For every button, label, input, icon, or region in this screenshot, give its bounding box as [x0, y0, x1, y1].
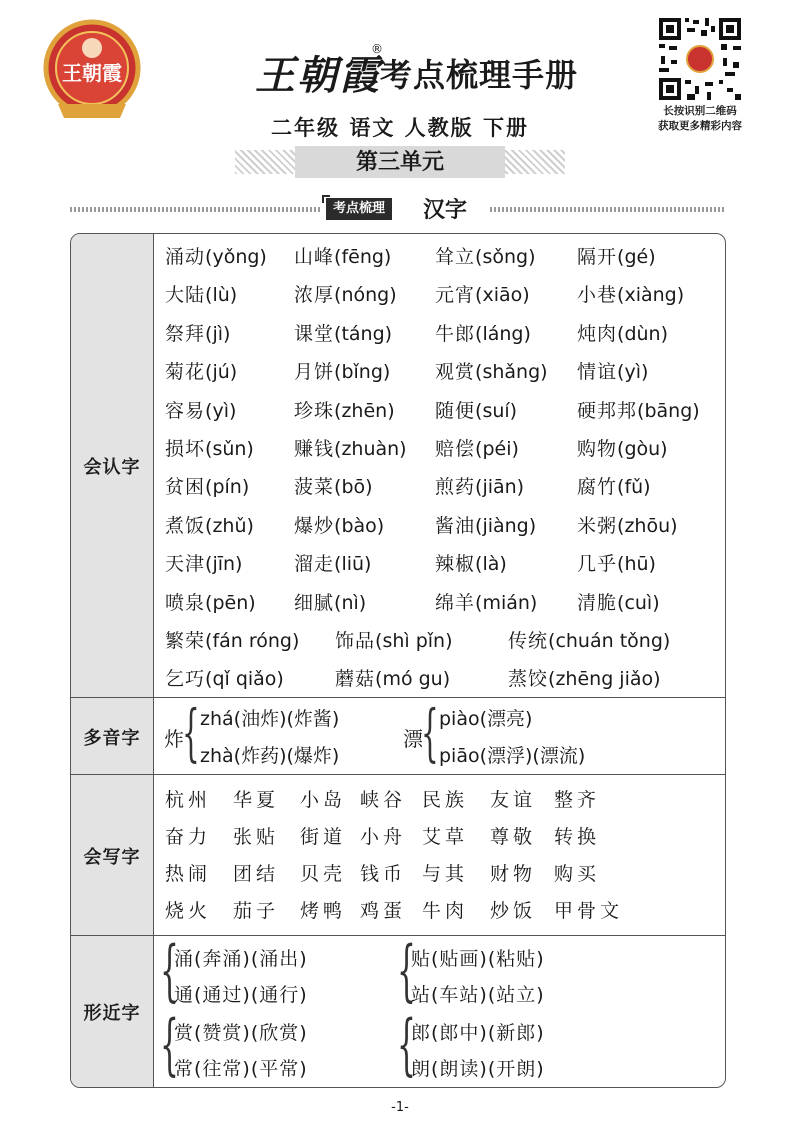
pinyin: (hū) [617, 553, 656, 576]
recognize-word [294, 549, 371, 576]
row-label: 会认字 [71, 234, 154, 697]
recognize-word [577, 319, 668, 346]
word-char: 珠 [314, 399, 335, 422]
pinyin: (jú) [205, 361, 238, 384]
word-char: 乎 [597, 553, 618, 576]
recognize-word [294, 472, 373, 499]
similar-line: 通(通过)(通行) [174, 984, 308, 1006]
word-char: 隔 [577, 246, 598, 268]
pinyin: (sǔn) [205, 438, 254, 460]
word-char: 巧 [185, 668, 206, 691]
similar-groups [154, 932, 725, 1088]
recognize-word [165, 626, 299, 653]
similar-line: 贴(贴画)(粘贴) [411, 948, 545, 970]
recognize-word [435, 472, 524, 499]
recognize-word [435, 319, 531, 346]
book-title: 考点梳理手册 [380, 56, 579, 94]
recognize-word [335, 626, 453, 653]
brace-icon: { [397, 932, 416, 1009]
brace-icon: { [182, 696, 200, 769]
word-char: 细 [294, 591, 315, 614]
write-word: 甲骨文 [554, 900, 624, 922]
write-word: 华夏 [233, 789, 280, 811]
word-char: 辣 [435, 553, 456, 576]
similar-line: 站(车站)(站立) [411, 984, 545, 1006]
pinyin: (gé) [617, 246, 656, 268]
word-char: 月 [294, 361, 315, 384]
write-word: 与其 [422, 863, 469, 885]
brand-logo [40, 18, 144, 122]
recognize-word [435, 549, 507, 576]
registered-mark: ® [371, 42, 383, 56]
word-char: 饼 [314, 361, 335, 384]
word-char: 课 [294, 322, 315, 345]
header-title [255, 40, 585, 100]
word-char: 饺 [528, 668, 549, 691]
write-word: 转换 [554, 826, 601, 848]
word-char: 蒸 [508, 668, 529, 691]
page-number: -1- [391, 1100, 409, 1115]
word-char: 药 [455, 476, 476, 499]
word-char: 情 [577, 361, 598, 384]
recognize-word [577, 588, 660, 615]
write-word: 热闹 [165, 863, 212, 885]
word-char: 钱 [314, 438, 335, 460]
recognize-word [165, 280, 237, 307]
row-label: 形近字 [71, 936, 154, 1088]
word-char: 巷 [597, 284, 618, 307]
recognize-word [294, 511, 384, 538]
word-char: 观 [435, 361, 456, 384]
pinyin: (shì pǐn) [375, 630, 453, 652]
write-word: 炒饭 [490, 900, 537, 922]
pinyin: (zhōu) [617, 514, 678, 537]
polyphonic-reading: zhá(油炸)(炸酱) [200, 708, 340, 730]
word-char: 堂 [314, 322, 335, 345]
pinyin: (shǎng) [475, 361, 548, 384]
pinyin: (xiàng) [617, 284, 685, 307]
word-char: 泉 [185, 591, 206, 614]
word-char: 津 [185, 553, 206, 576]
word-char: 珍 [294, 399, 315, 422]
recognize-word [294, 319, 392, 346]
brace-icon: { [160, 932, 179, 1009]
word-char: 竹 [597, 476, 618, 499]
word-char: 花 [185, 361, 206, 384]
word-char: 物 [597, 438, 618, 460]
qr-code-icon[interactable] [657, 16, 743, 102]
row-label: 会写字 [71, 775, 154, 936]
word-char: 赔 [435, 438, 456, 460]
brace-icon: { [160, 1006, 179, 1083]
dotted-rule-left [70, 207, 320, 212]
word-char: 硬 [577, 399, 598, 422]
pinyin: (jīn) [205, 553, 243, 576]
recognize-word [165, 472, 249, 499]
recognize-word [577, 280, 684, 307]
word-char: 赚 [294, 438, 315, 460]
row-write [71, 774, 725, 936]
pinyin: (là) [475, 553, 507, 576]
word-char: 腻 [314, 591, 335, 614]
write-word: 民族 [422, 789, 469, 811]
recognize-word [294, 396, 395, 423]
word-char: 乞 [165, 668, 186, 691]
pinyin: (láng) [475, 322, 531, 345]
word-char: 牛 [435, 322, 456, 345]
write-word: 牛肉 [422, 900, 469, 922]
recognize-word [435, 434, 519, 461]
write-word: 奋力 [165, 826, 212, 848]
recognize-word [165, 357, 237, 384]
write-word: 张贴 [233, 826, 280, 848]
similar-line: 赏(赞赏)(欣赏) [174, 1022, 308, 1044]
word-char: 繁 [165, 630, 186, 652]
write-words [154, 775, 725, 936]
recognize-word [577, 242, 656, 269]
pinyin: (bǐng) [334, 361, 391, 384]
similar-line: 涌(奔涌)(涌出) [174, 948, 308, 970]
pinyin: (táng) [334, 322, 393, 345]
recognize-word [508, 626, 670, 653]
recognize-word [435, 242, 535, 269]
word-char: 绵 [435, 591, 456, 614]
recognize-word [165, 396, 236, 423]
word-char: 谊 [597, 361, 618, 384]
word-char: 炒 [314, 514, 335, 537]
qr-caption-line: 长按识别二维码 [663, 105, 737, 117]
recognize-word [294, 242, 391, 269]
write-word: 街道 [300, 826, 347, 848]
word-char: 饭 [185, 514, 206, 537]
word-char: 赏 [455, 361, 476, 384]
pinyin: (nì) [334, 591, 367, 614]
word-char: 开 [597, 246, 618, 268]
write-word: 杭州 [165, 789, 212, 811]
pinyin: (yì) [205, 399, 237, 422]
word-char: 陆 [185, 284, 206, 307]
write-word: 财物 [490, 863, 537, 885]
recognize-word [577, 511, 678, 538]
pinyin: (lù) [205, 284, 238, 307]
unit-banner [235, 146, 565, 178]
pinyin: (mó gu) [375, 668, 451, 691]
write-word: 烤鸭 [300, 900, 347, 922]
recognize-word [577, 357, 648, 384]
row-label: 多音字 [71, 698, 154, 775]
word-char: 坏 [185, 438, 206, 460]
pinyin: (fán róng) [205, 630, 300, 652]
word-char: 爆 [294, 514, 315, 537]
word-char: 贫 [165, 476, 186, 499]
word-char: 浓 [294, 284, 315, 307]
word-char: 随 [435, 399, 456, 422]
word-char: 走 [314, 553, 335, 576]
section-tag: 考点梳理 [326, 198, 392, 220]
recognize-word [165, 242, 267, 269]
polyphonic-reading: zhà(炸药)(爆炸) [200, 745, 340, 767]
pinyin: (cuì) [617, 591, 660, 614]
word-char: 荣 [185, 630, 206, 652]
write-word: 茄子 [233, 900, 280, 922]
pinyin: (nóng) [334, 284, 397, 307]
pinyin: (bāng) [637, 399, 700, 422]
word-char: 动 [185, 246, 206, 268]
recognize-word [165, 511, 254, 538]
recognize-word [294, 357, 390, 384]
section-title: 汉字 [423, 198, 468, 223]
qr-caption-line: 获取更多精彩内容 [658, 120, 742, 132]
section-header [70, 196, 726, 222]
word-char: 宵 [455, 284, 476, 307]
pinyin: (zhǔ) [205, 514, 254, 537]
word-char: 邦邦 [597, 399, 638, 422]
dotted-rule-right [490, 207, 726, 212]
recognize-word [577, 472, 651, 499]
word-char: 拜 [185, 322, 206, 345]
word-char: 便 [455, 399, 476, 422]
word-char: 祭 [165, 322, 186, 345]
word-char: 煎 [435, 476, 456, 499]
word-char: 郎 [455, 322, 476, 345]
write-word: 贝壳 [300, 863, 347, 885]
write-word: 尊敬 [490, 826, 537, 848]
word-char: 肉 [597, 322, 618, 345]
recognize-word [435, 511, 536, 538]
pinyin: (chuán tǒng) [548, 630, 671, 652]
recognize-word [435, 588, 537, 615]
qr-caption [640, 104, 760, 134]
recognize-words [154, 234, 725, 697]
word-char: 饰 [335, 630, 356, 652]
polyphonic-char: 漂 [403, 727, 423, 751]
pinyin: (yì) [617, 361, 649, 384]
pinyin: (péi) [475, 438, 519, 460]
polyphonic-items [154, 698, 725, 775]
pinyin: (jiàng) [475, 514, 537, 537]
pinyin: (bō) [334, 476, 373, 499]
logo-text: 王朝霞 [62, 61, 122, 85]
word-char: 菇 [355, 668, 376, 691]
word-char: 小 [577, 284, 598, 307]
pinyin: (jì) [205, 322, 231, 345]
word-char: 厚 [314, 284, 335, 307]
word-char: 菜 [314, 476, 335, 499]
word-char: 溜 [294, 553, 315, 576]
unit-title: 第三单元 [295, 146, 505, 178]
recognize-word [294, 434, 407, 461]
pinyin: (bào) [334, 514, 385, 537]
word-char: 统 [528, 630, 549, 652]
word-char: 大 [165, 284, 186, 307]
pinyin: (dùn) [617, 322, 669, 345]
write-word: 小岛 [300, 789, 347, 811]
word-char: 传 [508, 630, 529, 652]
row-recognize [71, 234, 725, 697]
word-char: 油 [455, 514, 476, 537]
recognize-word [435, 280, 530, 307]
recognize-word [577, 549, 656, 576]
brace-icon: { [421, 696, 439, 769]
pinyin: (mián) [475, 591, 538, 614]
recognize-word [294, 280, 397, 307]
write-word: 鸡蛋 [360, 900, 407, 922]
write-word: 峡谷 [360, 789, 407, 811]
write-word: 小舟 [360, 826, 407, 848]
word-char: 蘑 [335, 668, 356, 691]
word-char: 立 [455, 246, 476, 268]
row-similar [71, 932, 725, 1088]
word-char: 喷 [165, 591, 186, 614]
word-char: 峰 [314, 246, 335, 268]
recognize-word [508, 664, 661, 691]
word-char: 元 [435, 284, 456, 307]
pinyin: (zhuàn) [334, 438, 407, 460]
word-char: 容 [165, 399, 186, 422]
recognize-word [165, 319, 230, 346]
write-word: 钱币 [360, 863, 407, 885]
word-char: 腐 [577, 476, 598, 499]
polyphonic-char: 炸 [164, 727, 184, 751]
pinyin: (gòu) [617, 438, 668, 460]
word-char: 酱 [435, 514, 456, 537]
grade-subject: 二年级 语文 人教版 下册 [271, 116, 529, 140]
pinyin: (pín) [205, 476, 250, 499]
recognize-word [577, 396, 700, 423]
word-char: 菊 [165, 361, 186, 384]
recognize-word [335, 664, 450, 691]
word-char: 几 [577, 553, 598, 576]
write-word: 整齐 [554, 789, 601, 811]
pinyin: (yǒng) [205, 246, 267, 268]
word-char: 偿 [455, 438, 476, 460]
brand-name: 王朝霞 [255, 52, 381, 99]
recognize-word [577, 434, 668, 461]
word-char: 山 [294, 246, 315, 268]
write-word: 购买 [554, 863, 601, 885]
brace-icon: { [397, 1006, 416, 1083]
word-char: 购 [577, 438, 598, 460]
hanzi-table [70, 233, 726, 1088]
word-char: 炖 [577, 322, 598, 345]
word-char: 涌 [165, 246, 186, 268]
word-char: 煮 [165, 514, 186, 537]
pinyin: (jiān) [475, 476, 525, 499]
word-char: 椒 [455, 553, 476, 576]
pinyin: (zhēng jiǎo) [548, 668, 661, 691]
recognize-word [294, 588, 366, 615]
word-char: 羊 [455, 591, 476, 614]
polyphonic-reading: piào(漂亮) [439, 708, 533, 730]
polyphonic-reading: piāo(漂浮)(漂流) [439, 745, 586, 767]
pinyin: (zhēn) [334, 399, 395, 422]
pinyin: (fǔ) [617, 476, 651, 499]
write-word: 团结 [233, 863, 280, 885]
pinyin: (fēng) [334, 246, 392, 268]
word-char: 耸 [435, 246, 456, 268]
pinyin: (sǒng) [475, 246, 536, 268]
recognize-word [165, 588, 256, 615]
pinyin: (suí) [475, 399, 518, 422]
word-char: 天 [165, 553, 186, 576]
write-word: 艾草 [422, 826, 469, 848]
similar-line: 常(往常)(平常) [174, 1058, 308, 1080]
recognize-word [435, 396, 517, 423]
word-char: 菠 [294, 476, 315, 499]
word-char: 米 [577, 514, 598, 537]
pinyin: (pēn) [205, 591, 256, 614]
word-char: 脆 [597, 591, 618, 614]
word-char: 易 [185, 399, 206, 422]
similar-line: 郎(郎中)(新郎) [411, 1022, 545, 1044]
write-word: 烧火 [165, 900, 212, 922]
word-char: 困 [185, 476, 206, 499]
recognize-word [165, 664, 284, 691]
pinyin: (xiāo) [475, 284, 530, 307]
word-char: 品 [355, 630, 376, 652]
word-char: 粥 [597, 514, 618, 537]
recognize-word [435, 357, 548, 384]
word-char: 清 [577, 591, 598, 614]
recognize-word [165, 434, 254, 461]
recognize-word [165, 549, 242, 576]
word-char: 损 [165, 438, 186, 460]
pinyin: (qǐ qiǎo) [205, 668, 284, 691]
write-word: 友谊 [490, 789, 537, 811]
similar-line: 朗(朗读)(开朗) [411, 1058, 545, 1080]
row-polyphonic [71, 697, 725, 775]
pinyin: (liū) [334, 553, 372, 576]
